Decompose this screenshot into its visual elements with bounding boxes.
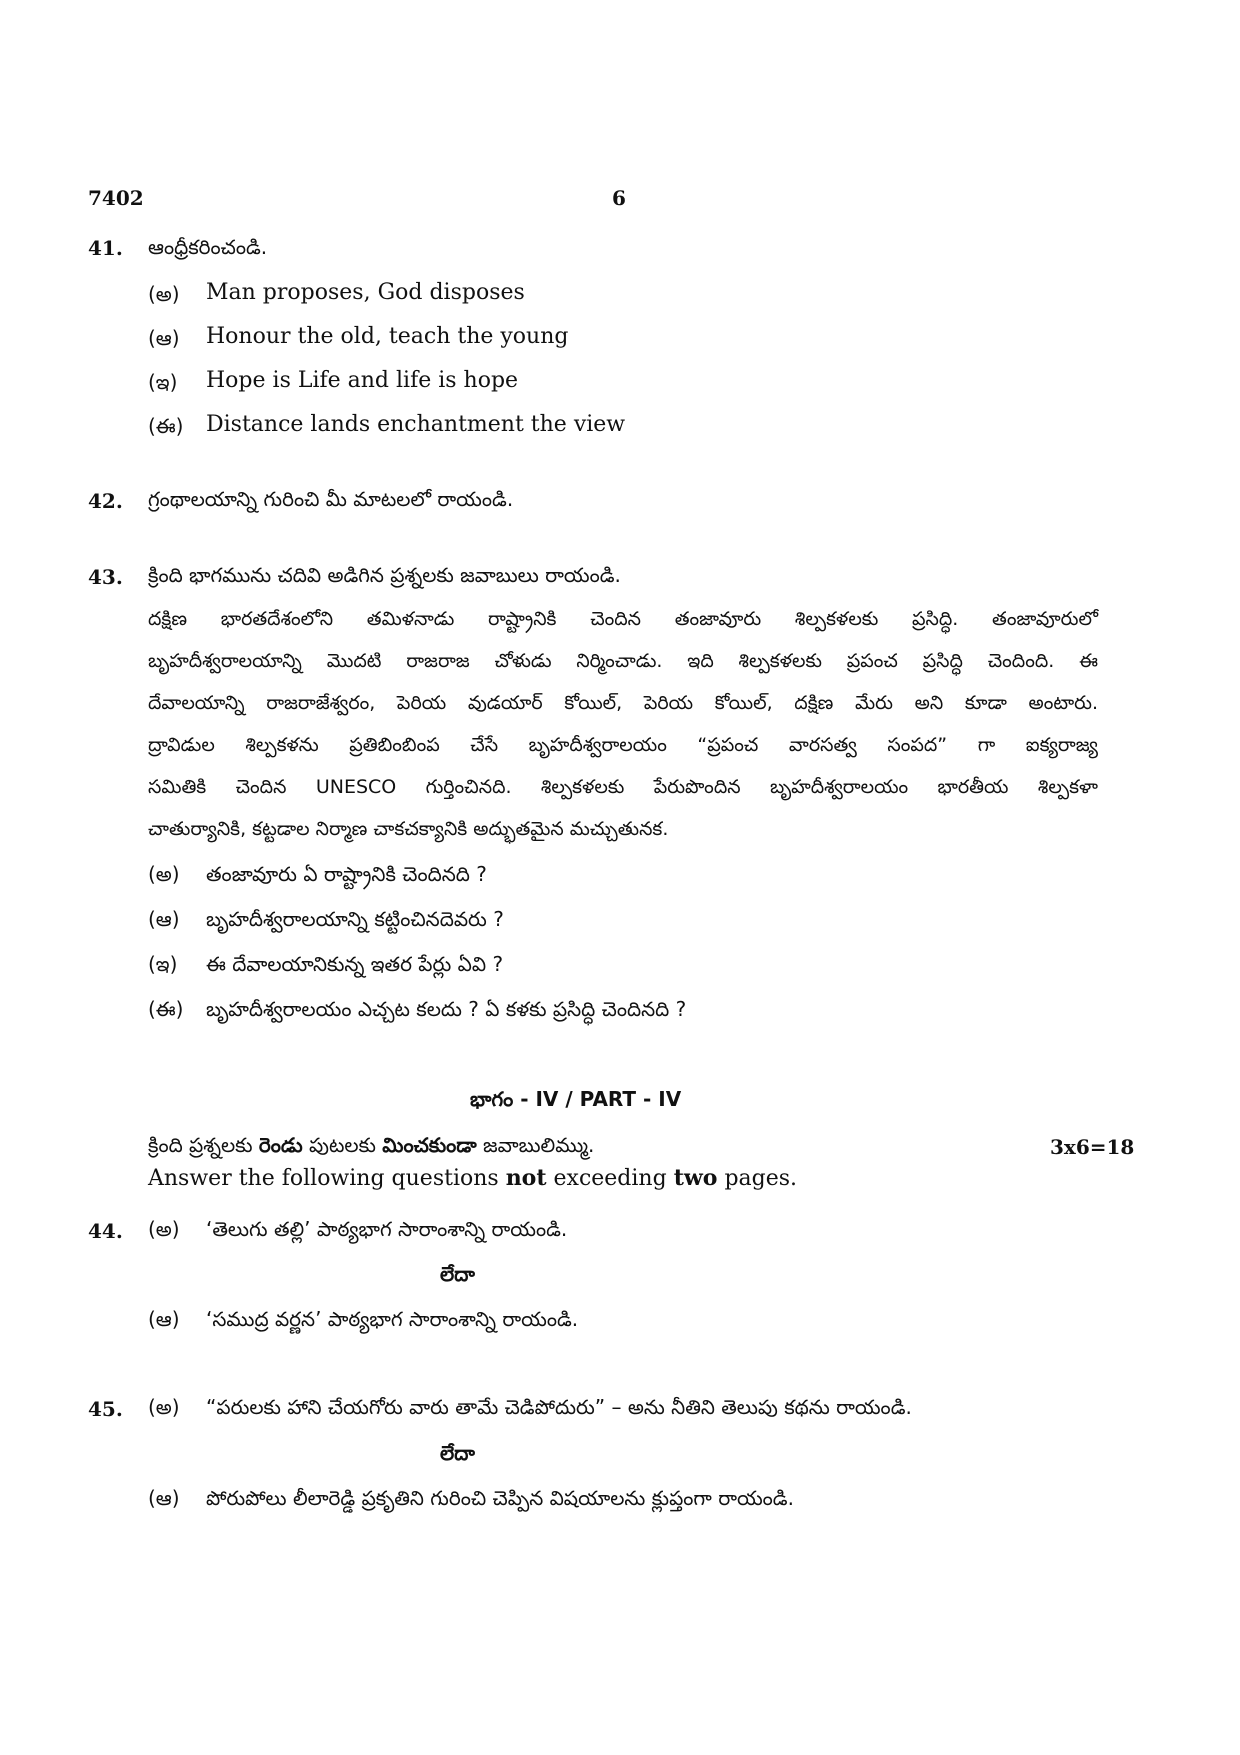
- part-heading: భాగం - IV / PART - IV: [470, 1087, 682, 1111]
- sub-question-label: (అ): [148, 862, 180, 886]
- option-label: (అ): [148, 1217, 180, 1241]
- option-label: (ఆ): [148, 326, 180, 350]
- or-separator: లేదా: [440, 1441, 475, 1465]
- option-label: (అ): [148, 282, 180, 306]
- sub-question-text: తంజావూరు ఏ రాష్ట్రానికి చెందినది ?: [206, 862, 487, 886]
- instruction-text: క్రింది ప్రశ్నలకు: [148, 1133, 259, 1157]
- passage-line: బృహదీశ్వరాలయాన్ని మొదటి రాజరాజ చోళుడు నిర్మించాడు. ఇది శిల్పకళలకు ప్రపంచ ప్రసిద్ధి చెందింది. ఈ: [148, 650, 1098, 672]
- passage-line: దక్షిణ భారతదేశంలోని తమిళనాడు రాష్ట్రానికి చెందిన తంజావూరు శిల్పకళలకు ప్రసిద్ధి. తంజావూరులో: [148, 608, 1098, 630]
- or-separator: లేదా: [440, 1262, 475, 1286]
- sub-question-label: (ఈ): [148, 997, 184, 1021]
- passage-line: చాతుర్యానికి, కట్టడాల నిర్మాణ చాకచక్యానికి అద్భుతమైన మచ్చుతునక.: [148, 818, 669, 840]
- paper-code: 7402: [88, 186, 144, 210]
- question-42-prompt: గ్రంథాలయాన్ని గురించి మీ మాటలలో రాయండి.: [148, 487, 514, 511]
- instruction-emphasis: not: [505, 1165, 547, 1191]
- option-label: (ఇ): [148, 370, 178, 394]
- option-label: (ఆ): [148, 1307, 180, 1331]
- instruction-text: Answer the following questions: [148, 1166, 506, 1191]
- part-instruction-english: [148, 1165, 797, 1191]
- option-text: ‘సముద్ర వర్ణన’ పాఠ్యభాగ సారాంశాన్ని రాయండి.: [206, 1307, 579, 1331]
- option-text: Honour the old, teach the young: [206, 324, 569, 349]
- question-number-45: 45.: [88, 1397, 123, 1421]
- question-number-43: 43.: [88, 565, 123, 589]
- question-number-42: 42.: [88, 489, 123, 513]
- question-41-prompt: ఆంధ్రీకరించండి.: [148, 235, 268, 259]
- part-instruction-telugu: [148, 1133, 594, 1162]
- option-label: (ఈ): [148, 414, 184, 438]
- option-label: (అ): [148, 1395, 180, 1419]
- instruction-text: జవాబులిమ్ము.: [476, 1133, 595, 1157]
- option-text: Man proposes, God disposes: [206, 280, 525, 305]
- sub-question-label: (ఇ): [148, 952, 178, 976]
- option-text: పోరుపోలు లీలారెడ్డి ప్రకృతిని గురించి చెప్పిన విషయాలను క్లుప్తంగా రాయండి.: [206, 1486, 794, 1510]
- question-43-prompt: క్రింది భాగమును చదివి అడిగిన ప్రశ్నలకు జవాబులు రాయండి.: [148, 563, 621, 587]
- instruction-emphasis: రెండు: [258, 1133, 303, 1157]
- instruction-text: పుటలకు: [302, 1133, 383, 1157]
- passage-line: ద్రావిడుల శిల్పకళను ప్రతిబింబింప చేసే బృహదీశ్వరాలయం “ప్రపంచ వారసత్వ సంపద” గా ఐక్యరాజ్య: [148, 734, 1098, 756]
- marks-allocation: 3x6=18: [1050, 1135, 1135, 1159]
- option-text: ‘తెలుగు తల్లి’ పాఠ్యభాగ సారాంశాన్ని రాయండి.: [206, 1217, 568, 1241]
- passage: [148, 598, 1098, 850]
- instruction-emphasis: మించకుండా: [382, 1133, 477, 1157]
- instruction-emphasis: two: [673, 1165, 718, 1191]
- passage-line: దేవాలయాన్ని రాజరాజేశ్వరం, పెరియ వుడయార్ కోయిల్, పెరియ కోయిల్, దక్షిణ మేరు అని కూడా అంటారు.: [148, 692, 1098, 714]
- option-text: Distance lands enchantment the view: [206, 412, 626, 437]
- option-text: “పరులకు హాని చేయగోరు వారు తామే చెడిపోదురు” – అను నీతిని తెలుపు కథను రాయండి.: [206, 1395, 912, 1419]
- passage-line: సమితికి చెందిన UNESCO గుర్తించినది. శిల్పకళలకు పేరుపొందిన బృహదీశ్వరాలయం భారతీయ శిల్పకళా: [148, 776, 1098, 798]
- instruction-text: pages.: [717, 1166, 798, 1191]
- option-text: Hope is Life and life is hope: [206, 368, 519, 393]
- sub-question-text: ఈ దేవాలయానికున్న ఇతర పేర్లు ఏవి ?: [206, 952, 504, 976]
- option-label: (ఆ): [148, 1486, 180, 1510]
- sub-question-label: (ఆ): [148, 907, 180, 931]
- page-number: 6: [612, 186, 626, 210]
- instruction-text: exceeding: [546, 1166, 674, 1191]
- sub-question-text: బృహదీశ్వరాలయాన్ని కట్టించినదెవరు ?: [206, 907, 504, 931]
- question-number-41: 41.: [88, 236, 123, 260]
- sub-question-text: బృహదీశ్వరాలయం ఎచ్చట కలదు ? ఏ కళకు ప్రసిద్ధి చెందినది ?: [206, 997, 687, 1021]
- question-number-44: 44.: [88, 1219, 123, 1243]
